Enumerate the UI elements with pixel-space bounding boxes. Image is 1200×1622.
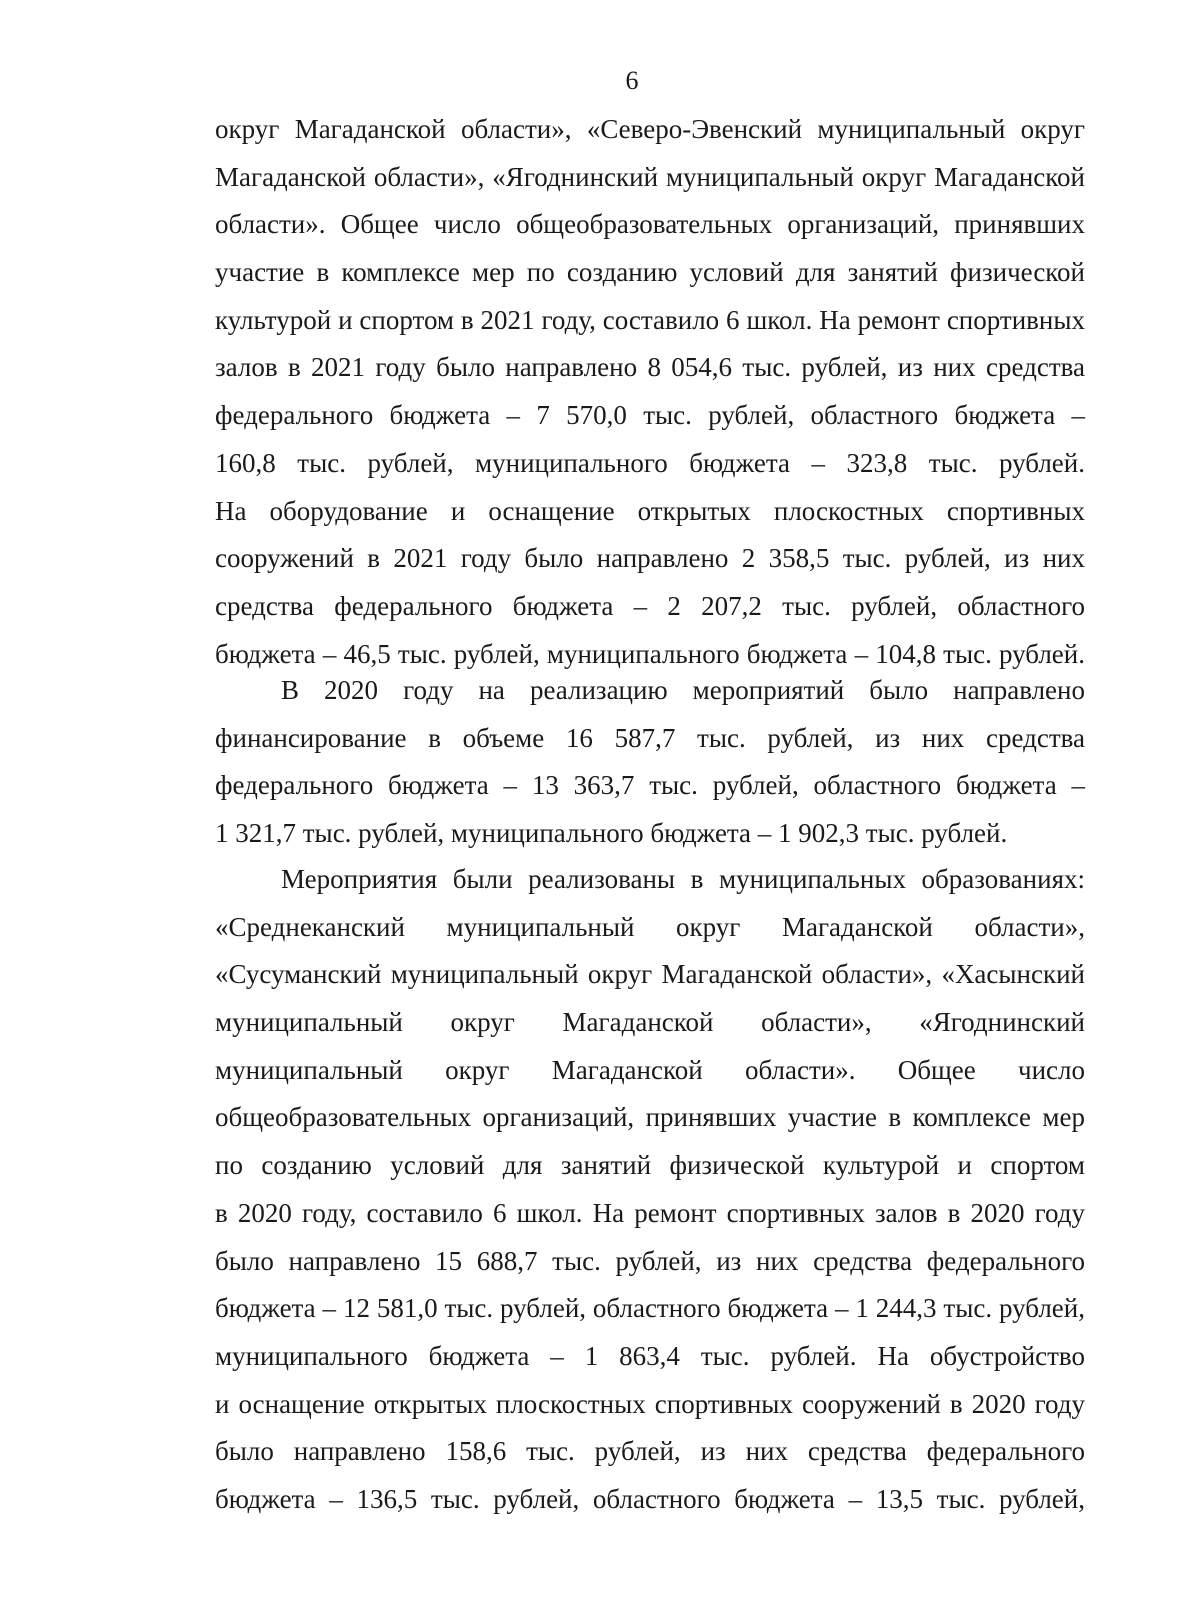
text-line: федерального бюджета – 13 363,7 тыс. рублей, областного бюджета –: [215, 770, 1085, 801]
paragraph-2020-financing: [215, 667, 1085, 858]
paragraph-2020-municipalities: [215, 856, 1085, 1524]
text-line: муниципальный округ Магаданской области», «Ягоднинский: [215, 1007, 1085, 1038]
text-line: и оснащение открытых плоскостных спортивных сооружений в 2020 году: [215, 1388, 1085, 1419]
text-line: области». Общее число общеобразовательных организаций, принявших: [215, 209, 1085, 240]
text-line: финансирование в объеме 16 587,7 тыс. рублей, из них средства: [215, 722, 1085, 753]
text-line: В 2020 году на реализацию мероприятий было направлено: [281, 675, 1085, 705]
text-line: бюджета – 136,5 тыс. рублей, областного бюджета – 13,5 тыс. рублей,: [215, 1483, 1085, 1514]
paragraph-2021-continued: [215, 106, 1085, 678]
page-number: 6: [625, 66, 639, 95]
text-line: округ Магаданской области», «Северо-Эвенский муниципальный округ: [215, 114, 1085, 144]
text-line: муниципальный округ Магаданской области». Общее число: [215, 1054, 1085, 1085]
text-line: На оборудование и оснащение открытых плоскостных спортивных: [215, 495, 1085, 526]
text-line: по созданию условий для занятий физической культурой и спортом: [215, 1150, 1085, 1181]
text-line: бюджета – 46,5 тыс. рублей, муниципального бюджета – 104,8 тыс. рублей.: [215, 638, 1085, 669]
text-line: 160,8 тыс. рублей, муниципального бюджета – 323,8 тыс. рублей.: [215, 447, 1085, 478]
text-line: «Сусуманский муниципальный округ Магаданской области», «Хасынский: [215, 959, 1085, 990]
text-line: в 2020 году, составило 6 школ. На ремонт спортивных залов в 2020 году: [215, 1197, 1085, 1228]
text-line: сооружений в 2021 году было направлено 2 358,5 тыс. рублей, из них: [215, 543, 1085, 574]
text-line: 1 321,7 тыс. рублей, муниципального бюджета – 1 902,3 тыс. рублей.: [215, 818, 1008, 849]
text-line: участие в комплексе мер по созданию условий для занятий физической: [215, 257, 1085, 288]
text-line: бюджета – 12 581,0 тыс. рублей, областного бюджета – 1 244,3 тыс. рублей,: [215, 1293, 1085, 1324]
text-line: залов в 2021 году было направлено 8 054,6 тыс. рублей, из них средства: [215, 352, 1085, 383]
text-line: Мероприятия были реализованы в муниципальных образованиях:: [281, 864, 1085, 894]
text-line: федерального бюджета – 7 570,0 тыс. рублей, областного бюджета –: [215, 400, 1085, 431]
text-line: было направлено 158,6 тыс. рублей, из них средства федерального: [215, 1436, 1085, 1467]
text-line: культурой и спортом в 2021 году, составило 6 школ. На ремонт спортивных: [215, 304, 1085, 335]
text-line: было направлено 15 688,7 тыс. рублей, из них средства федерального: [215, 1245, 1085, 1276]
text-line: «Среднеканский муниципальный округ Магаданской области»,: [215, 911, 1085, 942]
text-line: средства федерального бюджета – 2 207,2 тыс. рублей, областного: [215, 590, 1085, 621]
text-line: Магаданской области», «Ягоднинский муниципальный округ Магаданской: [215, 161, 1085, 192]
text-line: муниципального бюджета – 1 863,4 тыс. рублей. На обустройство: [215, 1340, 1085, 1371]
text-line: общеобразовательных организаций, принявших участие в комплексе мер: [215, 1102, 1085, 1133]
